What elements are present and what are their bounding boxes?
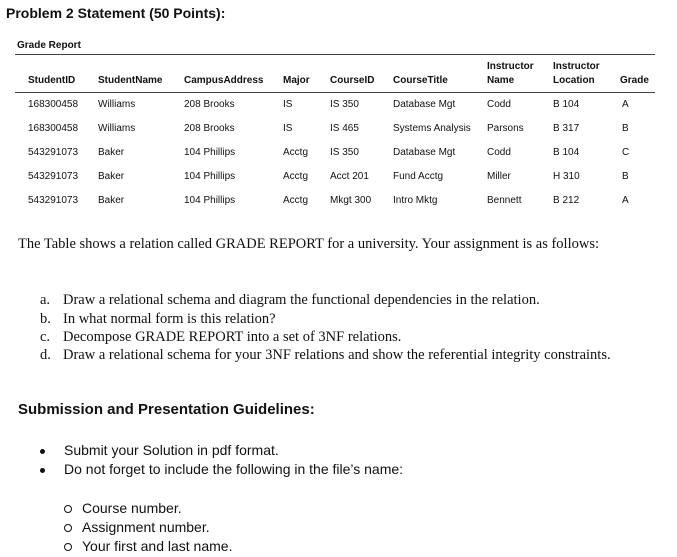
bullet-icon: [40, 449, 45, 454]
table-cell: B 212: [553, 195, 580, 206]
bullet-icon: [40, 468, 45, 473]
table-cell: A: [622, 195, 629, 206]
table-header-rule: [15, 92, 655, 93]
table-cell: Baker: [98, 147, 125, 158]
table-cell: Baker: [98, 195, 125, 206]
hollow-bullet-icon: [64, 524, 72, 532]
filename-part-text: Assignment number.: [82, 519, 210, 535]
table-cell: Miller: [487, 171, 511, 182]
problem-title: Problem 2 Statement (50 Points):: [6, 5, 226, 21]
table-cell: Codd: [487, 99, 511, 110]
task-marker: a.: [40, 292, 51, 308]
column-header: Instructor: [553, 61, 600, 72]
column-header: StudentName: [98, 75, 163, 86]
task-marker: c.: [40, 329, 51, 345]
column-header: CampusAddress: [184, 75, 264, 86]
table-cell: Database Mgt: [393, 99, 456, 110]
filename-part-text: Course number.: [82, 500, 182, 516]
table-cell: 168300458: [28, 123, 79, 134]
table-cell: IS: [283, 123, 293, 134]
table-cell: Codd: [487, 147, 511, 158]
table-cell: Acctg: [283, 171, 309, 182]
table-cell: H 310: [553, 171, 580, 182]
column-header: Major: [283, 75, 310, 86]
column-header: StudentID: [28, 75, 76, 86]
table-caption: Grade Report: [17, 40, 81, 51]
guideline-text: Submit your Solution in pdf format.: [64, 442, 279, 458]
table-cell: 104 Phillips: [184, 171, 236, 182]
table-cell: Mkgt 300: [330, 195, 372, 206]
column-header: Name: [487, 75, 515, 86]
table-top-rule: [15, 54, 655, 55]
table-cell: B: [622, 171, 629, 182]
table-cell: 104 Phillips: [184, 147, 236, 158]
table-cell: 208 Brooks: [184, 99, 235, 110]
table-cell: Systems Analysis: [393, 123, 471, 134]
task-marker: b.: [40, 311, 51, 327]
table-cell: Parsons: [487, 123, 524, 134]
assignment-description: The Table shows a relation called GRADE REPORT for a university. Your assignment is as follows:: [18, 236, 599, 252]
hollow-bullet-icon: [64, 505, 72, 513]
table-cell: B 104: [553, 99, 580, 110]
table-cell: 543291073: [28, 147, 79, 158]
task-text: Draw a relational schema for your 3NF relations and show the referential integrity constraints.: [63, 347, 611, 363]
task-marker: d.: [40, 347, 51, 363]
table-cell: Acctg: [283, 147, 309, 158]
table-cell: Williams: [98, 99, 136, 110]
guideline-text: Do not forget to include the following in the file’s name:: [64, 461, 404, 477]
task-text: In what normal form is this relation?: [63, 311, 276, 327]
table-cell: Acctg: [283, 195, 309, 206]
table-cell: B: [622, 123, 629, 134]
column-header: Location: [553, 75, 595, 86]
table-cell: 543291073: [28, 171, 79, 182]
table-cell: 208 Brooks: [184, 123, 235, 134]
table-cell: 168300458: [28, 99, 79, 110]
table-cell: A: [622, 99, 629, 110]
table-cell: 104 Phillips: [184, 195, 236, 206]
filename-part-text: Your first and last name.: [82, 538, 233, 554]
hollow-bullet-icon: [64, 543, 72, 551]
column-header: Grade: [620, 75, 649, 86]
table-cell: Baker: [98, 171, 125, 182]
task-text: Draw a relational schema and diagram the functional dependencies in the relation.: [63, 292, 540, 308]
table-cell: Bennett: [487, 195, 522, 206]
table-cell: Williams: [98, 123, 136, 134]
column-header: CourseTitle: [393, 75, 448, 86]
table-cell: Intro Mktg: [393, 195, 438, 206]
table-cell: IS: [283, 99, 293, 110]
table-cell: Acct 201: [330, 171, 369, 182]
table-cell: Fund Acctg: [393, 171, 444, 182]
table-cell: C: [622, 147, 630, 158]
table-cell: Database Mgt: [393, 147, 456, 158]
guidelines-heading: Submission and Presentation Guidelines:: [18, 401, 315, 418]
table-cell: IS 350: [330, 147, 359, 158]
table-cell: B 104: [553, 147, 580, 158]
table-cell: IS 350: [330, 99, 359, 110]
column-header: CourseID: [330, 75, 375, 86]
table-cell: IS 465: [330, 123, 359, 134]
column-header: Instructor: [487, 61, 534, 72]
table-cell: 543291073: [28, 195, 79, 206]
table-cell: B 317: [553, 123, 580, 134]
task-text: Decompose GRADE REPORT into a set of 3NF relations.: [63, 329, 402, 345]
